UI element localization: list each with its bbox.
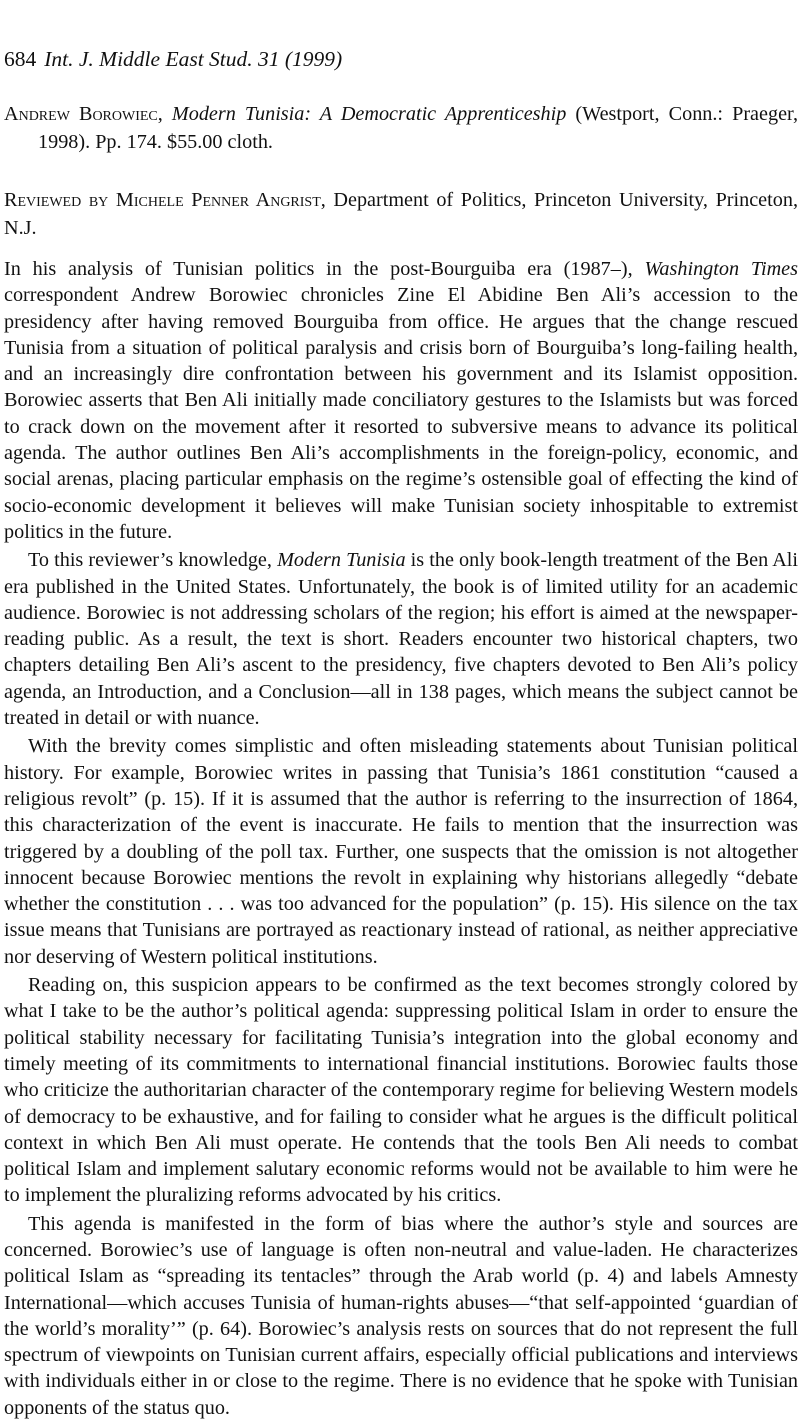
running-head [4, 44, 342, 74]
book-title: Modern Tunisia: A Democratic Apprenticeship [171, 103, 567, 125]
reviewer-line [4, 186, 798, 242]
publication-details: (Westport, Conn.: Praeger, 1998). Pp. 174. $55.00 cloth. [38, 103, 798, 153]
paragraph-2 [4, 547, 798, 731]
review-body [4, 256, 798, 1421]
reviewer-affiliation: Department of Politics, Princeton University, Princeton, N.J. [4, 189, 798, 239]
paragraph-3: With the brevity comes simplistic and often misleading statements about Tunisian political history. For example, Borowiec writes in passing that Tunisia’s 1861 constitution “caused a religious revolt” (p. 15). If it is assumed that the author is referring to the insurrection of 1864, this characterization of the event is inaccurate. He fails to mention that the insurrection was triggered by a doubling of the poll tax. Further, one suspects that the omission is not altogether innocent because Borowiec mentions the revolt in explaining why historians allegedly “debate whether the constitution . . . was too advanced for the population” (p. 15). His silence on the tax issue means that Tunisians are portrayed as reactionary instead of rational, as neither appreciative nor deserving of Western political institutions. [4, 735, 798, 968]
paragraph-1-text-a: In his analysis of Tunisian politics in the post-Bourguiba era (1987–), [4, 258, 645, 280]
paragraph-2-text-a: To this reviewer’s knowledge, [28, 549, 278, 572]
journal-title: Int. J. Middle East Stud. 31 (1999) [44, 47, 343, 71]
paragraph-1-newspaper: Washington Times [644, 258, 798, 280]
page-number: 684 [4, 47, 37, 71]
paragraph-4: Reading on, this suspicion appears to be confirmed as the text becomes strongly colored by what I take to be the author’s political agenda: suppressing political Islam in order to ensure the political stability necessary for facilitating Tunisia’s integration into the global economy and timely meeting of its commitments to international financial institutions. Borowiec faults those who criticize the authoritarian character of the contemporary regime for believing Western models of democracy to be exhaustive, and for failing to consider what he argues is the difficult political context in which Ben Ali must operate. He contends that the tools Ben Ali needs to combat political Islam and implement salutary economic reforms would not be available to him were he to implement the pluralizing reforms advocated by his critics. [4, 974, 798, 1207]
paragraph-5: This agenda is manifested in the form of bias where the author’s style and sources are concerned. Borowiec’s use of language is often non-neutral and value-laden. He characterizes political Islam as “spreading its tentacles” through the Arab world (p. 4) and labels Amnesty International—which accuses Tunisia of human-rights abuses—“that self-appointed ‘guardian of the world’s morality’” (p. 64). Borowiec’s analysis rests on sources that do not represent the full spectrum of viewpoints on Tunisian current affairs, especially official publications and interviews with individuals either in or close to the regime. There is no evidence that he spoke with Tunisian opponents of the status quo. [4, 1212, 798, 1419]
book-author: Andrew Borowiec, [4, 103, 163, 125]
reviewer-name: Reviewed by Michele Penner Angrist, [4, 189, 326, 211]
paragraph-1 [4, 256, 798, 545]
book-citation [4, 100, 798, 156]
paragraph-2-text-b: is the only book-length treatment of the Ben Ali era published in the United States. Unfortunately, the book is of limited utility for an academic audience. Borowiec is not addressing scholars of the region; his effort is aimed at the newspaper-reading public. As a result, the text is short. Readers encounter two historical chapters, two chapters detailing Ben Ali’s ascent to the presidency, five chapters devoted to Ben Ali’s policy agenda, an Introduction, and a Conclusion—all in 138 pages, which means the subject cannot be treated in detail or with nuance. [4, 549, 798, 730]
paragraph-1-text-b: correspondent Andrew Borowiec chronicles Zine El Abidine Ben Ali’s accession to the presidency after having removed Bourguiba from office. He argues that the change rescued Tunisia from a situation of political paralysis and crisis born of Bourguiba’s long-failing health, and an increasingly dire confrontation between his government and its Islamist opposition. Borowiec asserts that Ben Ali initially made conciliatory gestures to the Islamists but was forced to crack down on the movement after it resorted to subversive means to advance its political agenda. The author outlines Ben Ali’s accomplishments in the foreign-policy, economic, and social arenas, placing particular emphasis on the regime’s ostensible goal of effecting the kind of socio-economic development it believes will make Tunisian society inhospitable to extremist politics in the future. [4, 284, 798, 543]
paragraph-2-book-title: Modern Tunisia [277, 549, 406, 572]
